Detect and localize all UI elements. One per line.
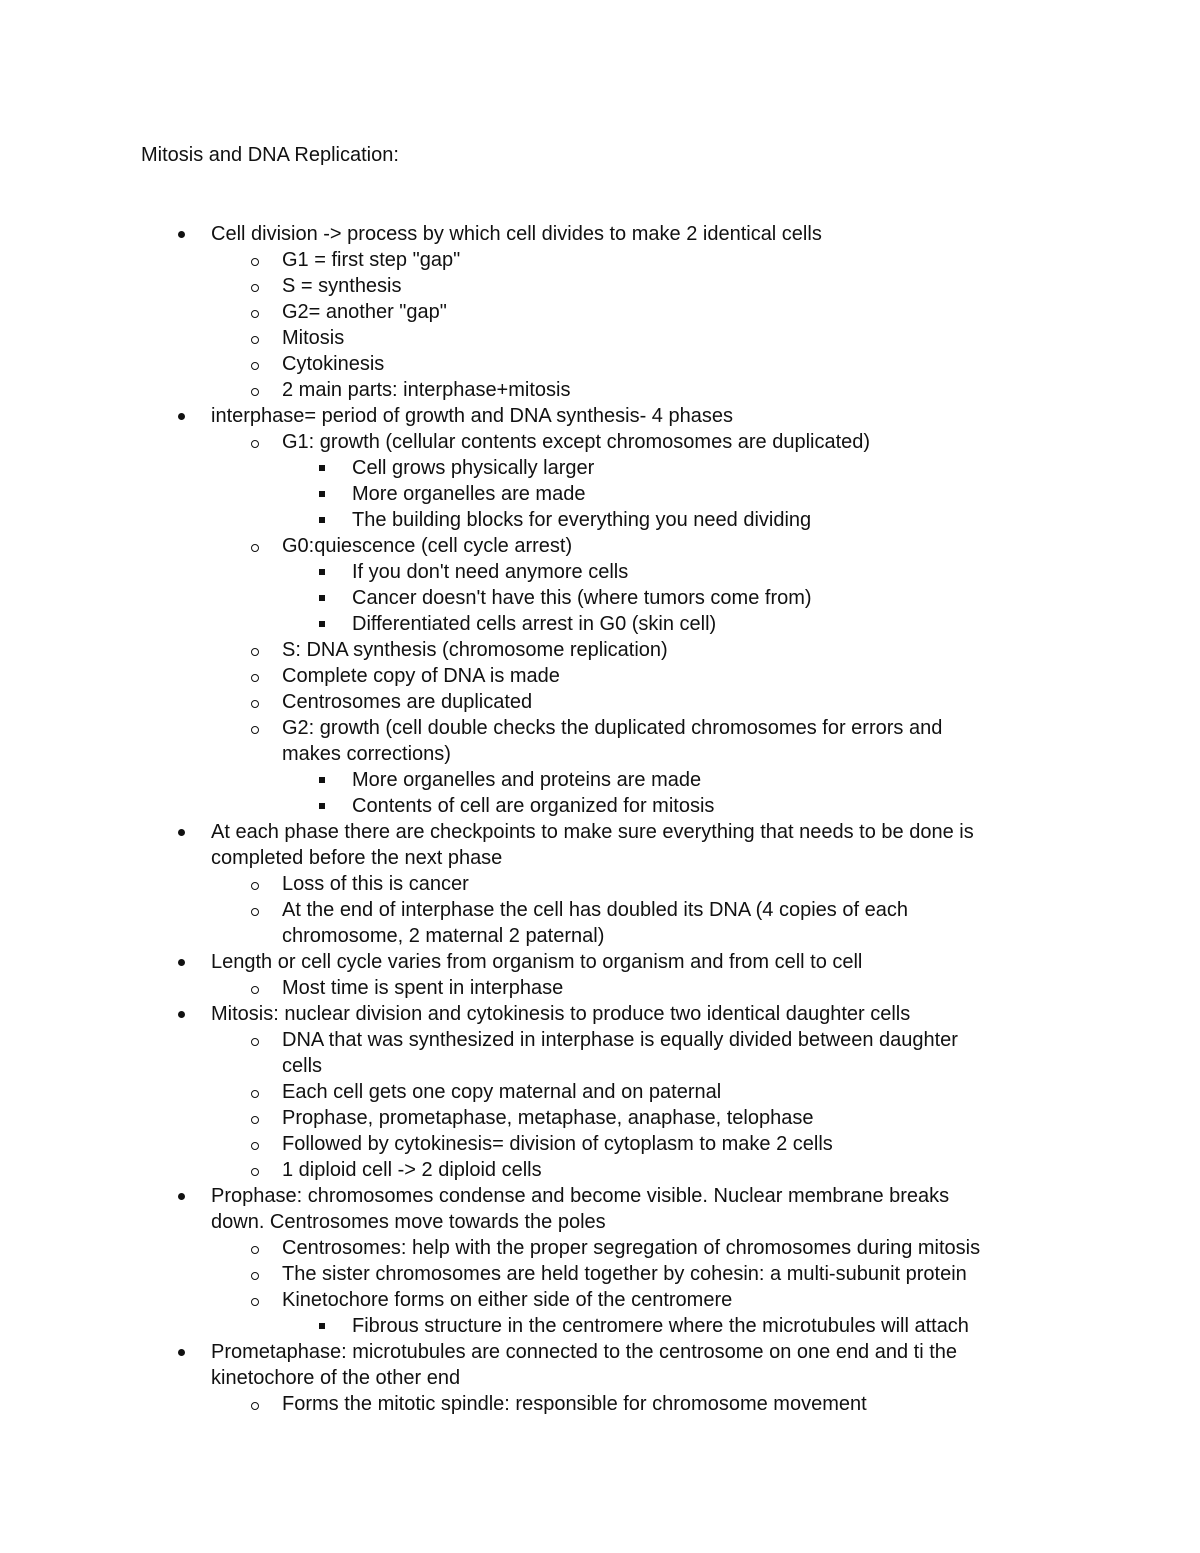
bullet-square-icon bbox=[316, 767, 328, 793]
outline-item-level-2 bbox=[0, 1027, 1200, 1053]
bullet-shape bbox=[319, 491, 325, 497]
bullet-shape bbox=[251, 544, 259, 552]
outline-item-text: makes corrections) bbox=[282, 743, 451, 765]
outline-item-level-1 bbox=[0, 1183, 1200, 1209]
bullet-shape bbox=[251, 882, 259, 890]
bullet-disc-icon bbox=[172, 403, 190, 429]
outline-item-level-1 bbox=[0, 403, 1200, 429]
outline-item-text: Prophase: chromosomes condense and become visible. Nuclear membrane breaks bbox=[211, 1185, 950, 1207]
bullet-shape bbox=[319, 595, 325, 601]
bullet-shape bbox=[178, 959, 185, 966]
outline-item-level-3 bbox=[0, 507, 1200, 533]
bullet-circle-icon bbox=[247, 715, 263, 741]
outline-item-level-1 bbox=[0, 221, 1200, 247]
outline-item-text: cells bbox=[282, 1055, 323, 1077]
bullet-circle-icon bbox=[247, 533, 263, 559]
bullet-shape bbox=[319, 465, 325, 471]
bullet-disc-icon bbox=[172, 819, 190, 845]
bullet-circle-icon bbox=[247, 1079, 263, 1105]
bullet-shape bbox=[251, 1168, 259, 1176]
outline-item-level-2 bbox=[0, 1079, 1200, 1105]
outline-item-text: interphase= period of growth and DNA synthesis- 4 phases bbox=[211, 405, 733, 427]
bullet-disc-icon bbox=[172, 1001, 190, 1027]
bullet-shape bbox=[251, 1038, 259, 1046]
outline-continuation-line bbox=[0, 845, 1200, 871]
bullet-circle-icon bbox=[247, 975, 263, 1001]
outline-item-text: Contents of cell are organized for mitosis bbox=[352, 795, 715, 817]
outline-item-level-2 bbox=[0, 1157, 1200, 1183]
outline-item-text: The building blocks for everything you need dividing bbox=[352, 509, 812, 531]
outline-item-level-3 bbox=[0, 455, 1200, 481]
outline-item-text: Centrosomes are duplicated bbox=[282, 691, 533, 713]
bullet-circle-icon bbox=[247, 299, 263, 325]
outline-item-level-1 bbox=[0, 949, 1200, 975]
bullet-shape bbox=[251, 674, 259, 682]
bullet-circle-icon bbox=[247, 637, 263, 663]
outline-item-level-3 bbox=[0, 1313, 1200, 1339]
bullet-shape bbox=[251, 362, 259, 370]
outline-item-level-1 bbox=[0, 1001, 1200, 1027]
outline-item-level-2 bbox=[0, 975, 1200, 1001]
outline-item-level-3 bbox=[0, 767, 1200, 793]
bullet-shape bbox=[178, 1193, 185, 1200]
bullet-shape bbox=[251, 908, 259, 916]
bullet-circle-icon bbox=[247, 429, 263, 455]
outline-item-text: Prometaphase: microtubules are connected to the centrosome on one end and ti the bbox=[211, 1341, 958, 1363]
outline-item-level-3 bbox=[0, 585, 1200, 611]
bullet-shape bbox=[319, 1323, 325, 1329]
outline-continuation-line bbox=[0, 1053, 1200, 1079]
outline-item-text: kinetochore of the other end bbox=[211, 1367, 461, 1389]
outline-item-text: Cancer doesn't have this (where tumors come from) bbox=[352, 587, 812, 609]
bullet-shape bbox=[251, 700, 259, 708]
outline-item-text: At the end of interphase the cell has doubled its DNA (4 copies of each bbox=[282, 899, 908, 921]
bullet-disc-icon bbox=[172, 221, 190, 247]
outline-item-level-2 bbox=[0, 377, 1200, 403]
outline-item-level-2 bbox=[0, 351, 1200, 377]
outline-item-text: G1 = first step "gap" bbox=[282, 249, 461, 271]
outline-item-text: G1: growth (cellular contents except chromosomes are duplicated) bbox=[282, 431, 871, 453]
outline-item-level-2 bbox=[0, 637, 1200, 663]
outline-item-level-2 bbox=[0, 247, 1200, 273]
outline-item-level-2 bbox=[0, 897, 1200, 923]
outline-item-level-1 bbox=[0, 1339, 1200, 1365]
bullet-square-icon bbox=[316, 481, 328, 507]
outline-item-level-3 bbox=[0, 481, 1200, 507]
bullet-circle-icon bbox=[247, 1287, 263, 1313]
outline-item-text: completed before the next phase bbox=[211, 847, 503, 869]
outline-item-text: Cytokinesis bbox=[282, 353, 385, 375]
outline-item-text: Forms the mitotic spindle: responsible for chromosome movement bbox=[282, 1393, 867, 1415]
bullet-shape bbox=[251, 1246, 259, 1254]
bullet-square-icon bbox=[316, 793, 328, 819]
outline-item-text: 2 main parts: interphase+mitosis bbox=[282, 379, 571, 401]
bullet-circle-icon bbox=[247, 1261, 263, 1287]
bullet-circle-icon bbox=[247, 273, 263, 299]
outline-item-text: S: DNA synthesis (chromosome replication) bbox=[282, 639, 668, 661]
bullet-shape bbox=[251, 726, 259, 734]
outline-item-level-2 bbox=[0, 533, 1200, 559]
bullet-shape bbox=[251, 1142, 259, 1150]
outline-item-text: Each cell gets one copy maternal and on paternal bbox=[282, 1081, 722, 1103]
bullet-shape bbox=[251, 1298, 259, 1306]
outline-item-level-2 bbox=[0, 1105, 1200, 1131]
bullet-circle-icon bbox=[247, 1391, 263, 1417]
bullet-circle-icon bbox=[247, 1105, 263, 1131]
bullet-shape bbox=[178, 231, 185, 238]
bullet-shape bbox=[251, 1272, 259, 1280]
bullet-outline bbox=[0, 221, 1200, 1417]
outline-item-text: Loss of this is cancer bbox=[282, 873, 469, 895]
bullet-shape bbox=[251, 440, 259, 448]
bullet-square-icon bbox=[316, 559, 328, 585]
bullet-square-icon bbox=[316, 585, 328, 611]
outline-item-text: Followed by cytokinesis= division of cytoplasm to make 2 cells bbox=[282, 1133, 833, 1155]
outline-continuation-line bbox=[0, 1209, 1200, 1235]
bullet-shape bbox=[319, 569, 325, 575]
bullet-disc-icon bbox=[172, 949, 190, 975]
bullet-square-icon bbox=[316, 611, 328, 637]
document-title: Mitosis and DNA Replication: bbox=[141, 144, 399, 166]
outline-item-text: At each phase there are checkpoints to make sure everything that needs to be done is bbox=[211, 821, 974, 843]
bullet-shape bbox=[319, 777, 325, 783]
bullet-square-icon bbox=[316, 455, 328, 481]
outline-item-level-2 bbox=[0, 663, 1200, 689]
outline-item-level-2 bbox=[0, 1261, 1200, 1287]
outline-item-level-2 bbox=[0, 1235, 1200, 1261]
bullet-circle-icon bbox=[247, 1131, 263, 1157]
outline-item-text: S = synthesis bbox=[282, 275, 402, 297]
bullet-circle-icon bbox=[247, 897, 263, 923]
bullet-circle-icon bbox=[247, 247, 263, 273]
bullet-shape bbox=[251, 284, 259, 292]
outline-item-text: Most time is spent in interphase bbox=[282, 977, 564, 999]
outline-item-level-2 bbox=[0, 1287, 1200, 1313]
bullet-shape bbox=[251, 336, 259, 344]
outline-item-text: G0:quiescence (cell cycle arrest) bbox=[282, 535, 573, 557]
outline-item-text: Kinetochore forms on either side of the centromere bbox=[282, 1289, 733, 1311]
bullet-shape bbox=[319, 517, 325, 523]
bullet-shape bbox=[178, 1349, 185, 1356]
outline-item-text: If you don't need anymore cells bbox=[352, 561, 629, 583]
bullet-circle-icon bbox=[247, 689, 263, 715]
bullet-circle-icon bbox=[247, 1235, 263, 1261]
outline-item-level-3 bbox=[0, 793, 1200, 819]
bullet-shape bbox=[178, 1011, 185, 1018]
outline-item-level-3 bbox=[0, 611, 1200, 637]
outline-item-text: Fibrous structure in the centromere where the microtubules will attach bbox=[352, 1315, 969, 1337]
bullet-shape bbox=[251, 1402, 259, 1410]
outline-item-level-2 bbox=[0, 299, 1200, 325]
bullet-shape bbox=[319, 621, 325, 627]
bullet-square-icon bbox=[316, 507, 328, 533]
bullet-disc-icon bbox=[172, 1183, 190, 1209]
outline-item-text: DNA that was synthesized in interphase is equally divided between daughter bbox=[282, 1029, 958, 1051]
outline-item-level-2 bbox=[0, 1131, 1200, 1157]
outline-item-text: Prophase, prometaphase, metaphase, anaphase, telophase bbox=[282, 1107, 814, 1129]
outline-item-text: G2: growth (cell double checks the duplicated chromosomes for errors and bbox=[282, 717, 943, 739]
bullet-shape bbox=[251, 310, 259, 318]
bullet-shape bbox=[251, 258, 259, 266]
outline-item-text: Mitosis bbox=[282, 327, 345, 349]
outline-item-level-2 bbox=[0, 715, 1200, 741]
bullet-shape bbox=[319, 803, 325, 809]
outline-continuation-line bbox=[0, 741, 1200, 767]
bullet-shape bbox=[251, 388, 259, 396]
outline-item-text: chromosome, 2 maternal 2 paternal) bbox=[282, 925, 605, 947]
outline-item-text: Centrosomes: help with the proper segregation of chromosomes during mitosis bbox=[282, 1237, 981, 1259]
outline-item-text: Differentiated cells arrest in G0 (skin cell) bbox=[352, 613, 717, 635]
bullet-circle-icon bbox=[247, 1157, 263, 1183]
outline-item-level-2 bbox=[0, 1391, 1200, 1417]
bullet-shape bbox=[251, 1090, 259, 1098]
outline-item-text: Complete copy of DNA is made bbox=[282, 665, 560, 687]
outline-item-text: down. Centrosomes move towards the poles bbox=[211, 1211, 606, 1233]
outline-item-level-3 bbox=[0, 559, 1200, 585]
outline-item-level-2 bbox=[0, 429, 1200, 455]
bullet-circle-icon bbox=[247, 377, 263, 403]
bullet-circle-icon bbox=[247, 325, 263, 351]
outline-item-level-1 bbox=[0, 819, 1200, 845]
bullet-shape bbox=[178, 829, 185, 836]
bullet-circle-icon bbox=[247, 663, 263, 689]
bullet-shape bbox=[251, 648, 259, 656]
bullet-circle-icon bbox=[247, 871, 263, 897]
outline-item-text: Length or cell cycle varies from organism to organism and from cell to cell bbox=[211, 951, 863, 973]
bullet-disc-icon bbox=[172, 1339, 190, 1365]
outline-item-text: 1 diploid cell -> 2 diploid cells bbox=[282, 1159, 542, 1181]
outline-item-text: More organelles are made bbox=[352, 483, 586, 505]
outline-item-level-2 bbox=[0, 689, 1200, 715]
outline-item-text: Mitosis: nuclear division and cytokinesis to produce two identical daughter cells bbox=[211, 1003, 911, 1025]
bullet-circle-icon bbox=[247, 351, 263, 377]
outline-continuation-line bbox=[0, 923, 1200, 949]
outline-item-text: More organelles and proteins are made bbox=[352, 769, 702, 791]
bullet-shape bbox=[178, 413, 185, 420]
outline-item-text: Cell division -> process by which cell divides to make 2 identical cells bbox=[211, 223, 822, 245]
outline-continuation-line bbox=[0, 1365, 1200, 1391]
outline-item-level-2 bbox=[0, 871, 1200, 897]
outline-item-text: Cell grows physically larger bbox=[352, 457, 595, 479]
bullet-square-icon bbox=[316, 1313, 328, 1339]
bullet-circle-icon bbox=[247, 1027, 263, 1053]
outline-item-level-2 bbox=[0, 273, 1200, 299]
outline-item-level-2 bbox=[0, 325, 1200, 351]
outline-item-text: G2= another "gap" bbox=[282, 301, 447, 323]
outline-item-text: The sister chromosomes are held together by cohesin: a multi-subunit protein bbox=[282, 1263, 967, 1285]
bullet-shape bbox=[251, 1116, 259, 1124]
bullet-shape bbox=[251, 986, 259, 994]
